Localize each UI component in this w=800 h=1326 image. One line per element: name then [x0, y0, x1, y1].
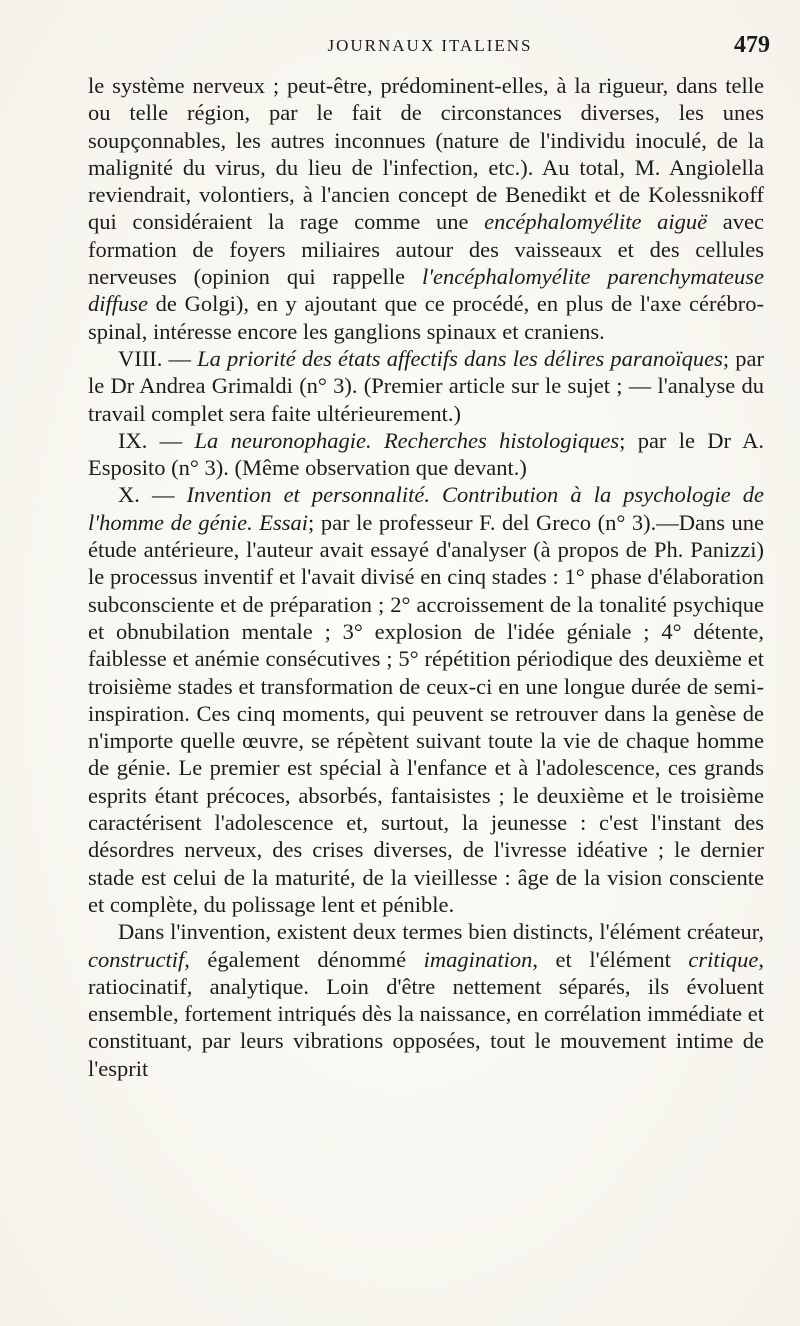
entry-number: X. — — [118, 482, 175, 508]
paragraph-continuation — [88, 72, 764, 345]
text-run: avec formation de foyers miliaires autour des vaisseaux et des cellules nerveuses (opinion qui rappelle — [88, 209, 764, 290]
page-header — [90, 32, 770, 64]
text-run: le système nerveux ; peut-être, prédominent-elles, à la rigueur, dans telle ou telle région, par le fait de circonstances diverses, les unes soupçonnables, les autres inconnues (nature de l'individu inoculé, de la malignité du virus, du lieu de l'infection, etc.). Au total, M. Angiolella reviendrait, volontiers, à l'ancien concept de Benedikt et de Kolessnikoff qui considéraient la rage comme une — [88, 73, 764, 235]
italic-term: encéphalomyélite aiguë — [484, 209, 708, 235]
text-run: , également dénommé — [184, 946, 407, 972]
entry-title: La priorité des états affectifs dans les délires paranoïques — [197, 345, 723, 371]
text-run: , ratiocinatif, analytique. Loin d'être nettement séparés, ils évoluent ensemble, fortement intriqués dès la naissance, en corrélation immédiate et constituant, par leurs vibrations opposées, tout le mouvement intime de l'esprit — [88, 946, 764, 1081]
entry-text: ; par le Dr A. Esposito (n° 3). (Même observation que devant.) — [88, 427, 764, 481]
entry-ix — [88, 427, 764, 482]
article-text — [88, 72, 764, 1082]
entry-number: IX. — — [118, 427, 183, 453]
paragraph-invention — [88, 918, 764, 1082]
italic-term: constructif — [88, 946, 185, 972]
entry-number: VIII. — — [118, 345, 191, 371]
entry-title: La neuronophagie. Recherches histologiques — [194, 427, 620, 453]
entry-title: Invention et personnalité. Contribution à la psychologie de l'homme de génie. Essai — [88, 482, 765, 535]
text-run: Dans l'invention, existent deux termes bien distincts, l'élément créateur, — [118, 919, 764, 945]
entry-viii — [88, 345, 764, 427]
entry-x — [88, 481, 764, 918]
entry-text: ; par le Dr Andrea Grimaldi (n° 3). (Premier article sur le sujet ; — l'analyse du travail complet sera faite ultérieurement.) — [88, 345, 764, 426]
italic-term: imagination — [423, 946, 533, 972]
running-head: JOURNAUX ITALIENS — [327, 36, 533, 55]
entry-text: ; par le professeur F. del Greco (n° 3).—Dans une étude antérieure, l'auteur avait essayé d'analyser (à propos de Ph. Panizzi) le processus inventif et l'avait divisé en cinq stades : 1° phase d'élaboration subconsciente et de préparation ; 2° accroissement de la tonalité psychique et obnubilation mentale ; 3° explosion de l'idée géniale ; 4° détente, faiblesse et anémie consécutives ; 5° répétition périodique des deuxième et troisième stades et transformation de ceux-ci en une longue durée de semi-inspiration. Ces cinq moments, qui peuvent se retrouver dans la genèse de n'importe quelle œuvre, se répètent suivant toute la vie de chaque homme de génie. Le premier est spécial à l'enfance et à l'adolescence, ces grands esprits étant précoces, absorbés, fantaisistes ; le deuxième et le troisième caractérisent l'adolescence et, surtout, la jeunesse : c'est l'instant des désordres nerveux, des crises diverses, de l'ivresse idéative ; le dernier stade est celui de la maturité, de la vieillesse : âge de la vision consciente et complète, du polissage lent et pénible. — [88, 509, 764, 917]
text-run: , et l'élément — [532, 946, 671, 972]
text-run: de Golgi), en y ajoutant que ce procédé, en plus de l'axe cérébro-spinal, intéresse encore les ganglions spinaux et craniens. — [88, 291, 764, 344]
page-number: 479 — [734, 32, 770, 58]
italic-term: critique — [688, 946, 759, 972]
italic-term: l'encéphalomyélite parenchymateuse diffuse — [88, 264, 764, 317]
